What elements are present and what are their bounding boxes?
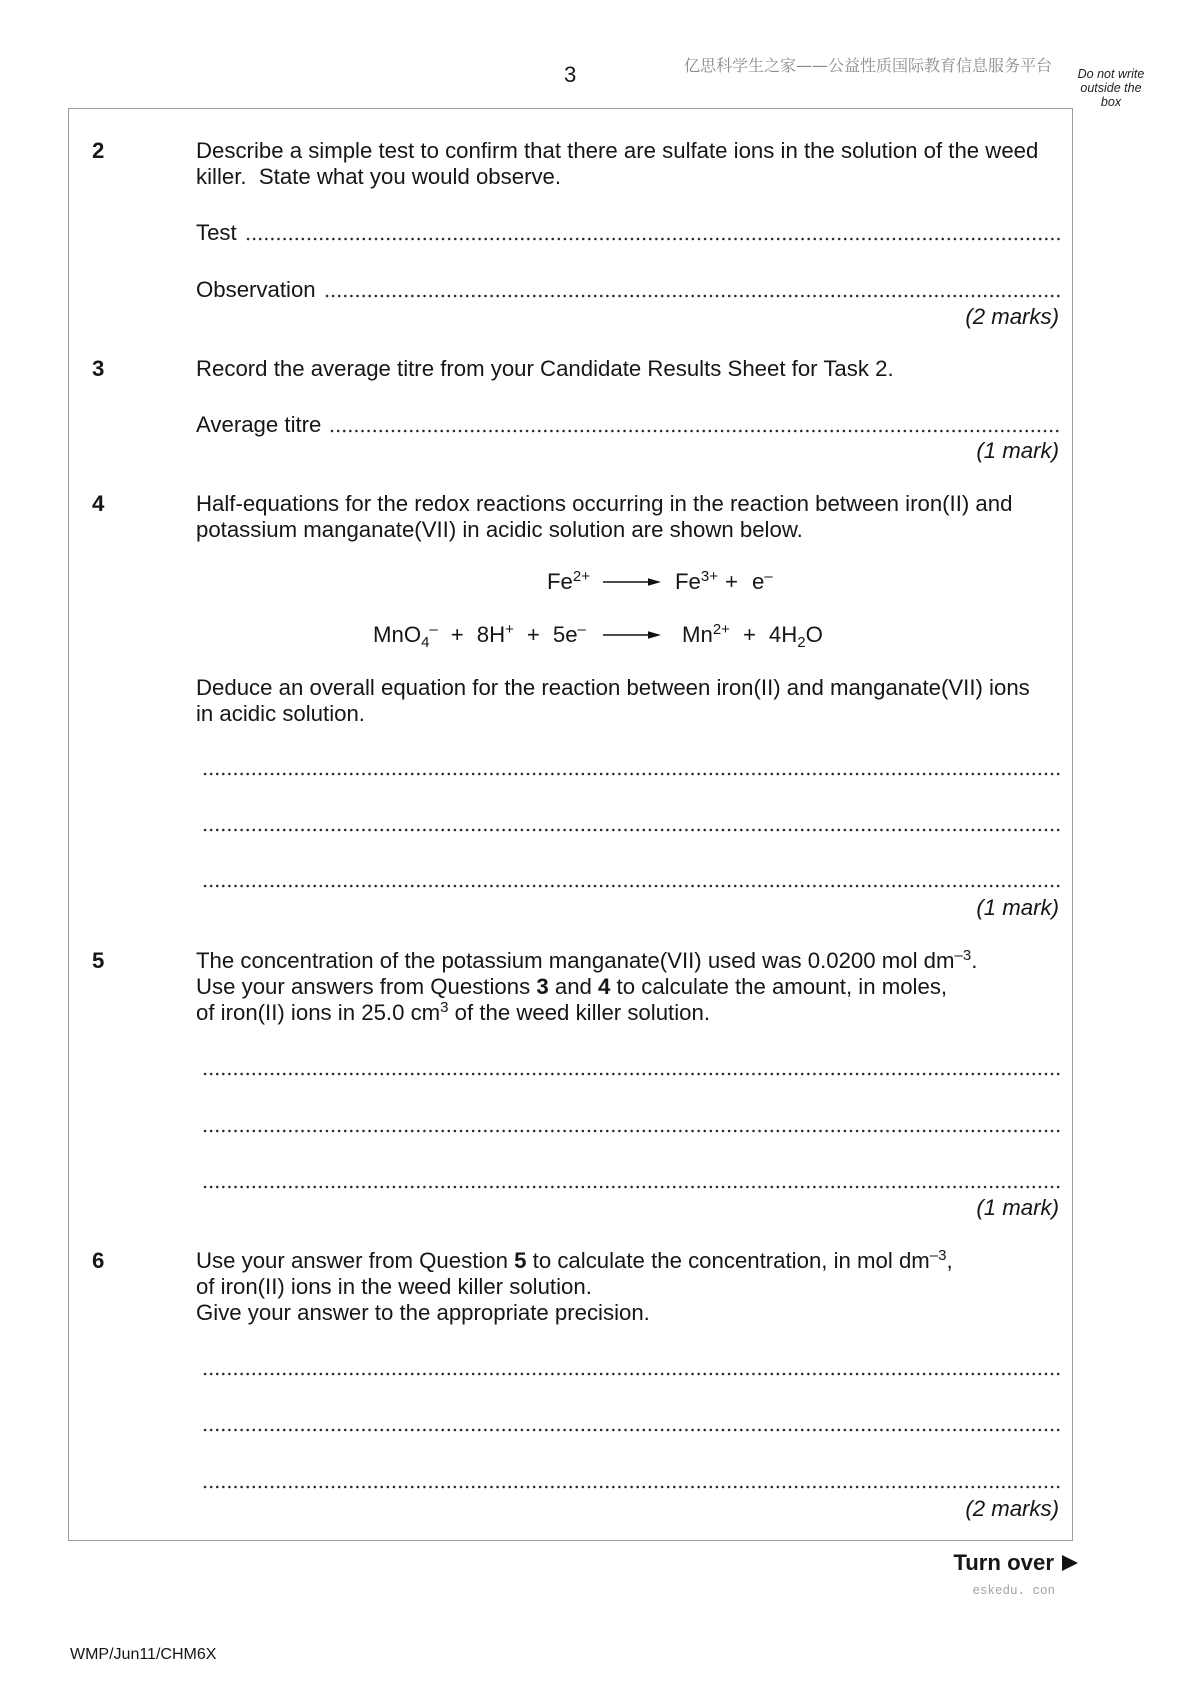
species-charge: – [429,620,438,638]
question-prompt-line: in acidic solution. [196,700,365,726]
dotted-answer-leader [202,1355,1060,1381]
text-run: , [946,1248,953,1273]
question-text-line [196,1248,953,1274]
dotted-answer-leader [202,1112,1060,1138]
question-text-line: of iron(II) ions in the weed killer solution. [196,1274,592,1299]
species-formula: e [751,568,765,594]
dotted-answer-leader [202,1411,1060,1437]
half-equation-reactants [547,569,590,595]
species-charge: + [505,620,514,638]
page-number: 3 [564,62,577,87]
text-run: Use your answer from Question [196,1248,515,1273]
text-run: to calculate the amount, in moles, [610,974,948,999]
species-subscript: 2 [797,633,806,651]
answer-line [202,1055,1060,1081]
answer-line [202,1168,1060,1194]
species-formula-tail: O [805,621,823,647]
text-run: of iron(II) ions in 25.0 cm [196,1000,441,1025]
question-text-line: Record the average titre from your Candidate Results Sheet for Task 2. [196,355,894,381]
species-formula: MnO [373,621,422,647]
dotted-answer-leader [202,1168,1060,1194]
question-number: 6 [92,1248,105,1273]
margin-note-line: outside the [1080,80,1142,95]
plus-sign: + [450,621,464,647]
species-formula: 4H [768,621,798,647]
answer-label: Test [196,220,237,245]
text-run: and [548,974,599,999]
answer-line-average-titre [196,412,1060,438]
answer-line-observation [196,277,1060,303]
text-run: The concentration of the potassium manganate(VII) used was 0.0200 mol dm [196,948,955,973]
dotted-answer-leader [245,220,1060,246]
margin-note-line: box [1100,94,1122,109]
marks-label: (1 mark) [976,1195,1059,1220]
dotted-answer-leader [202,1055,1060,1081]
species-formula: Mn [682,621,713,647]
species-charge: 2+ [572,567,591,585]
unit-exponent: 3 [440,999,449,1016]
marks-label: (2 marks) [965,1495,1059,1521]
question-text-line [196,1000,710,1026]
answer-label: Average titre [196,412,322,437]
question-text-line: Half-equations for the redox reactions occurring in the reaction between iron(II) and [196,490,1013,516]
question-prompt-line: Deduce an overall equation for the reaction between iron(II) and manganate(VII) ions [196,674,1030,700]
footer-watermark-site: eskedu. con [972,1584,1055,1598]
marks-label: (2 marks) [965,303,1059,329]
answer-line [202,1468,1060,1494]
species-formula: 8H [476,621,506,647]
dotted-answer-leader [202,867,1060,893]
question-reference: 3 [536,974,549,999]
dotted-answer-leader [202,1468,1060,1494]
reaction-arrow-icon [603,629,661,641]
text-run: Use your answers from Questions [196,974,537,999]
question-number: 4 [92,490,105,516]
text-run: to calculate the concentration, in mol dm [526,1248,930,1273]
answer-line-test [196,220,1060,246]
species-charge: 2+ [712,620,730,638]
header-watermark: 亿思科学生之家——公益性质国际教育信息服务平台 [684,56,1053,75]
question-reference: 4 [598,974,611,999]
question-text-line [196,974,947,1000]
plus-sign: + [725,568,738,594]
question-reference: 5 [514,1248,527,1273]
text-run: of the weed killer solution. [448,1000,710,1025]
right-pointing-triangle-icon [1062,1555,1078,1571]
answer-line [202,755,1060,781]
question-text-line: potassium manganate(VII) in acidic solution are shown below. [196,516,803,542]
half-equation-reactants [373,620,586,651]
plus-sign: + [742,621,756,647]
answer-line [202,1355,1060,1381]
question-number: 2 [92,138,105,163]
margin-note [1066,67,1156,109]
plus-sign: + [526,621,540,647]
species-subscript: 4 [421,633,430,651]
question-text-line: Give your answer to the appropriate precision. [196,1300,650,1325]
half-equation-products [675,569,773,595]
unit-exponent: –3 [929,1247,947,1264]
question-text-line: killer. State what you would observe. [196,164,562,189]
question-number: 5 [92,948,105,973]
species-formula: 5e [552,621,578,647]
unit-exponent: –3 [954,947,972,964]
answer-line [202,1411,1060,1437]
reaction-arrow-icon [603,576,661,588]
half-equation-products [682,620,823,651]
dotted-answer-leader [329,412,1060,438]
dotted-answer-leader [324,277,1060,303]
answer-label: Observation [196,276,316,302]
species-charge: – [764,567,773,585]
marks-label: (1 mark) [976,895,1059,920]
text-run: . [971,948,978,973]
dotted-answer-leader [202,811,1060,837]
answer-line [202,1112,1060,1138]
answer-line [202,867,1060,893]
species-charge: – [577,620,586,638]
paper-code: WMP/Jun11/CHM6X [70,1646,217,1663]
species-formula: Fe [675,568,701,594]
question-number: 3 [92,355,105,381]
species-charge: 3+ [700,567,719,585]
answer-line [202,811,1060,837]
turn-over-label: Turn over [953,1549,1054,1575]
question-text-line: Describe a simple test to confirm that there are sulfate ions in the solution of the weed [196,138,1039,163]
turn-over-indicator [953,1550,1078,1576]
dotted-answer-leader [202,755,1060,781]
question-text-line [196,948,977,974]
marks-label: (1 mark) [976,437,1059,463]
margin-note-line: Do not write [1077,66,1145,81]
species-formula: Fe [547,568,573,594]
